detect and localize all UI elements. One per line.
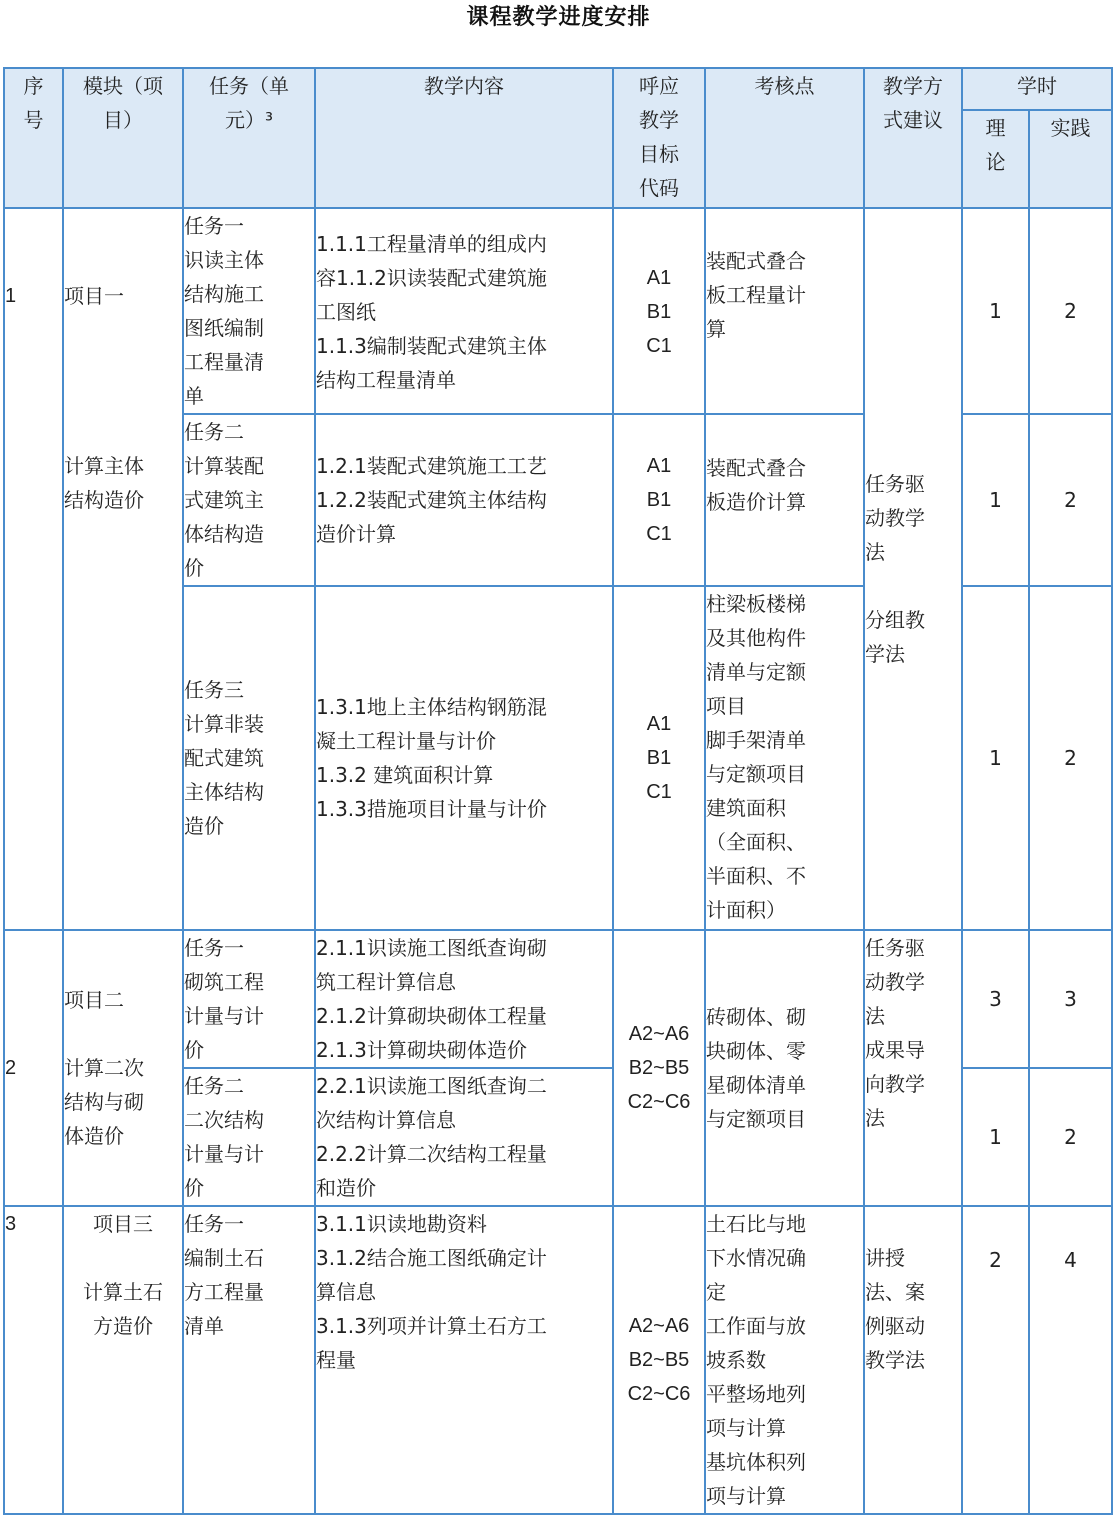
table-row: [4, 1206, 1112, 1514]
header-module: 模块（项 目）: [63, 68, 183, 208]
row-practice-hours: 2: [1029, 208, 1112, 414]
row-module: 项目三 计算土石 方造价: [63, 1206, 183, 1514]
row-module: 项目二 计算二次 结构与砌 体造价: [63, 930, 183, 1206]
row-assessment: 土石比与地 下水情况确 定 工作面与放 坡系数 平整场地列 项与计算 基坑体积列 项与计算: [705, 1206, 864, 1514]
row-practice-hours: 4: [1029, 1206, 1112, 1514]
row-practice-hours: 3: [1029, 930, 1112, 1068]
row-method: 讲授 法、案 例驱动 教学法: [864, 1206, 962, 1514]
row-content: 2.2.1识读施工图纸查询二 次结构计算信息 2.2.2计算二次结构工程量 和造价: [315, 1068, 613, 1206]
row-practice-hours: 2: [1029, 586, 1112, 930]
row-goal-code: A1 B1 C1: [613, 586, 705, 930]
row-task: 任务三 计算非装 配式建筑 主体结构 造价: [183, 586, 315, 930]
row-method: 任务驱 动教学 法 分组教 学法: [864, 208, 962, 930]
header-task: 任务（单 元）³: [183, 68, 315, 208]
table-header-row: [4, 68, 1112, 110]
row-theory-hours: 1: [962, 586, 1029, 930]
row-goal-code: A2~A6 B2~B5 C2~C6: [613, 930, 705, 1206]
header-content: 教学内容: [315, 68, 613, 208]
row-task: 任务二 二次结构 计量与计 价: [183, 1068, 315, 1206]
row-task: 任务一 识读主体 结构施工 图纸编制 工程量清 单: [183, 208, 315, 414]
row-content: 1.1.1工程量清单的组成内 容1.1.2识读装配式建筑施 工图纸 1.1.3编制装配式建筑主体 结构工程量清单: [315, 208, 613, 414]
row-assessment: 装配式叠合 板造价计算: [705, 414, 864, 586]
row-goal-code: A2~A6 B2~B5 C2~C6: [613, 1206, 705, 1514]
row-goal-code: A1 B1 C1: [613, 208, 705, 414]
row-method: 任务驱 动教学 法 成果导 向教学 法: [864, 930, 962, 1206]
row-goal-code: A1 B1 C1: [613, 414, 705, 586]
header-method: 教学方 式建议: [864, 68, 962, 208]
row-content: 1.2.1装配式建筑施工工艺 1.2.2装配式建筑主体结构 造价计算: [315, 414, 613, 586]
row-practice-hours: 2: [1029, 1068, 1112, 1206]
row-task: 任务二 计算装配 式建筑主 体结构造 价: [183, 414, 315, 586]
header-practice: 实践: [1029, 110, 1112, 208]
row-module: 项目一 计算主体 结构造价: [63, 208, 183, 930]
row-theory-hours: 1: [962, 1068, 1029, 1206]
row-theory-hours: 1: [962, 414, 1029, 586]
row-task: 任务一 砌筑工程 计量与计 价: [183, 930, 315, 1068]
row-seq: 3: [4, 1206, 63, 1514]
row-content: 1.3.1地上主体结构钢筋混 凝土工程计量与计价 1.3.2 建筑面积计算 1.3.3措施项目计量与计价: [315, 586, 613, 930]
row-assessment: 柱梁板楼梯 及其他构件 清单与定额 项目 脚手架清单 与定额项目 建筑面积 （全面积、 半面积、不 计面积）: [705, 586, 864, 930]
row-theory-hours: 1: [962, 208, 1029, 414]
row-theory-hours: 2: [962, 1206, 1029, 1514]
row-assessment: 砖砌体、砌 块砌体、零 星砌体清单 与定额项目: [705, 930, 864, 1206]
row-theory-hours: 3: [962, 930, 1029, 1068]
header-theory: 理 论: [962, 110, 1029, 208]
row-assessment: 装配式叠合 板工程量计 算: [705, 208, 864, 414]
row-content: 2.1.1识读施工图纸查询砌 筑工程计算信息 2.1.2计算砌块砌体工程量 2.1.3计算砌块砌体造价: [315, 930, 613, 1068]
row-practice-hours: 2: [1029, 414, 1112, 586]
row-task: 任务一 编制土石 方工程量 清单: [183, 1206, 315, 1514]
schedule-table: [3, 67, 1113, 1515]
row-seq: 1: [4, 208, 63, 930]
table-row: [4, 930, 1112, 1068]
document-title: 课程教学进度安排: [466, 4, 651, 30]
row-content: 3.1.1识读地勘资料 3.1.2结合施工图纸确定计 算信息 3.1.3列项并计算土石方工 程量: [315, 1206, 613, 1514]
header-goal-code: 呼应 教学 目标 代码: [613, 68, 705, 208]
row-seq: 2: [4, 930, 63, 1206]
table-row: [4, 208, 1112, 414]
header-hours: 学时: [962, 68, 1112, 110]
header-seq: 序 号: [4, 68, 63, 208]
header-assessment: 考核点: [705, 68, 864, 208]
